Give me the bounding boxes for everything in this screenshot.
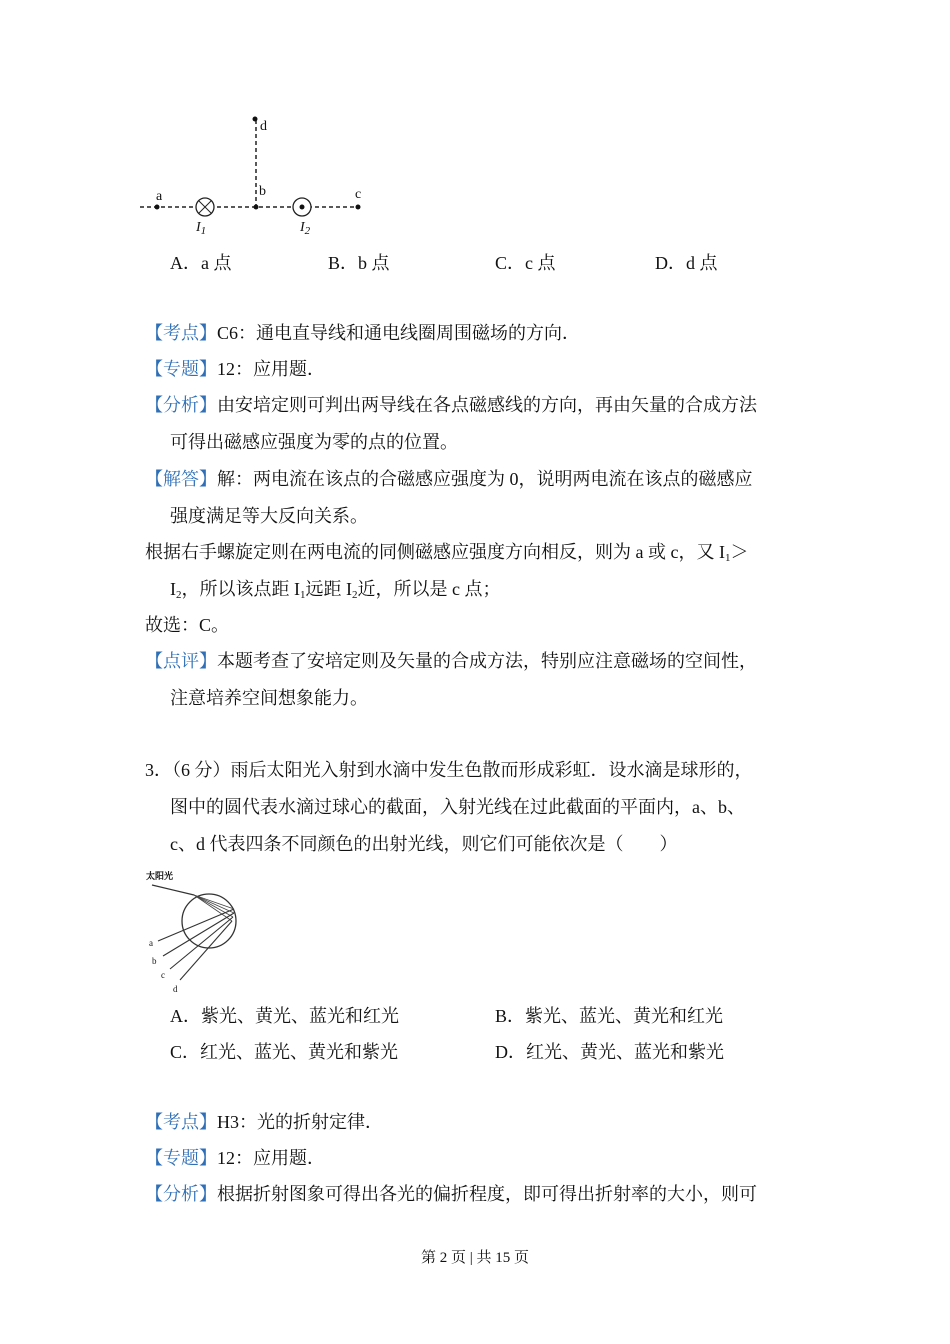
ray-label-c: c (161, 970, 165, 980)
label-d: d (260, 119, 267, 134)
ray-label-a: a (149, 938, 153, 948)
q3-stem: 3．（6 分）雨后太阳光入射到水滴中发生色散而形成彩虹．设水滴是球形的， (145, 760, 753, 780)
ray-label-b: b (152, 956, 157, 966)
jieda: 【解答】解：两电流在该点的合磁感应强度为 0，说明两电流在该点的磁感应 (145, 469, 753, 489)
option-d: D．d 点 (655, 253, 718, 273)
label-b: b (259, 184, 266, 199)
label-c: c (355, 187, 362, 202)
answer: 故选：C。 (145, 615, 230, 635)
option-c: C．c 点 (495, 253, 556, 273)
option-b: B．b 点 (328, 253, 390, 273)
q3-option-b: B．紫光、蓝光、黄光和红光 (495, 1006, 724, 1026)
body-line2: $I_2$，所以该点距 $I_1$远距 $I_2$近，所以是 c 点； (170, 579, 501, 601)
q3-kaodian: 【考点】H3：光的折射定律． (145, 1112, 383, 1132)
body-line1: 根据右手螺旋定则在两电流的同侧磁感应强度方向相反，则为 a 或 c，又 $I_1>$ (145, 542, 749, 564)
label-i2: $I_2$ (300, 220, 311, 237)
q3-option-a: A．紫光、黄光、蓝光和红光 (170, 1006, 399, 1026)
dianping-cont: 注意培养空间想象能力。 (170, 688, 368, 708)
q3-fenxi: 【分析】根据折射图象可得出各光的偏折程度，即可得出折射率的大小，则可 (145, 1184, 757, 1204)
fenxi-cont: 可得出磁感应强度为零的点的位置。 (170, 432, 458, 452)
label-a: a (156, 189, 163, 204)
q3-option-d: D．红光、黄光、蓝光和紫光 (495, 1042, 724, 1062)
option-a: A．a 点 (170, 253, 232, 273)
jieda-cont: 强度满足等大反向关系。 (170, 506, 368, 526)
figure-title: 太阳光 (146, 872, 174, 882)
q3-option-c: C．红光、蓝光、黄光和紫光 (170, 1042, 399, 1062)
fenxi: 【分析】由安培定则可判出两导线在各点磁感线的方向，再由矢量的合成方法 (145, 395, 757, 415)
ray-label-d: d (173, 984, 178, 994)
kaodian: 【考点】C6：通电直导线和通电线圈周围磁场的方向． (145, 323, 581, 343)
zhuanti: 【专题】12：应用题． (145, 359, 325, 379)
q3-zhuanti: 【专题】12：应用题． (145, 1148, 325, 1168)
page-footer: 第 2 页 | 共 15 页 (420, 1250, 529, 1266)
q3-stem-2: 图中的圆代表水滴过球心的截面，入射光线在过此截面的平面内，a、b、 (170, 797, 745, 817)
q3-stem-3: c、d 代表四条不同颜色的出射光线，则它们可能依次是（ ） (170, 834, 678, 854)
label-i1: $I_1$ (196, 220, 207, 237)
dianping: 【点评】本题考查了安培定则及矢量的合成方法，特别应注意磁场的空间性， (145, 651, 757, 671)
